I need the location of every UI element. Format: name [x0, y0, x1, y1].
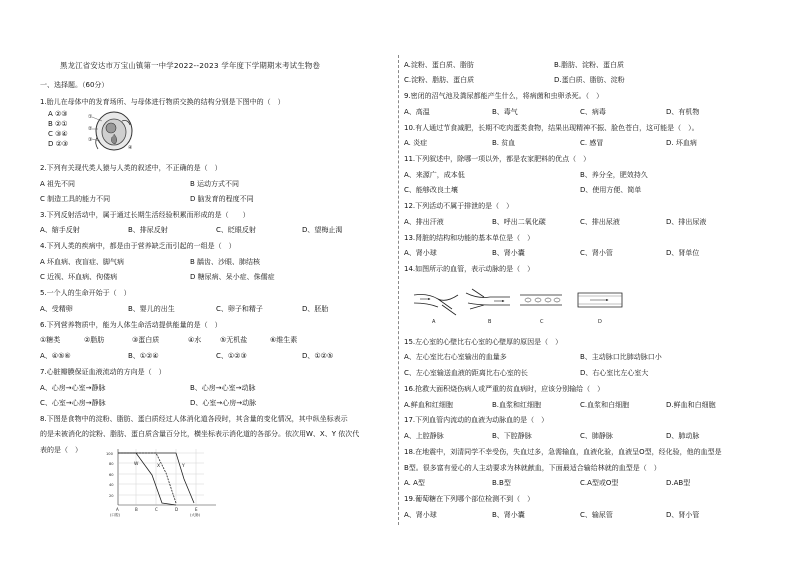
section-heading: 一、选择题。（60分） — [40, 81, 109, 89]
q4-option-b: B 龋齿、沙眼、肺结核 — [190, 258, 261, 266]
q13-option-d: D、肾单位 — [666, 249, 700, 257]
q6-item-5: ⑤无机盐 — [220, 336, 248, 344]
q6-option-a: A、④⑤⑥ — [40, 352, 71, 360]
question-5: 5.一个人的生命开始于（ ） — [40, 289, 131, 297]
q7-option-a: A、心房→心室→静脉 — [40, 384, 106, 392]
q16-option-c: C.血浆和白细胞 — [580, 401, 630, 409]
exam-title: 黑龙江省安达市万宝山镇第一中学2022--2023 学年度下学期期末考试生物卷 — [60, 61, 321, 70]
y-tick-80: 80 — [109, 462, 114, 466]
q9-option-d: D、有机物 — [666, 108, 700, 116]
q18-option-c: C.A型或O型 — [580, 479, 619, 487]
question-8-line-1: 8.下图是食物中的淀粉、脂肪、蛋白质经过人体消化道各段时，其含量的变化情况，其中纵坐标表示 — [40, 415, 348, 423]
x-label-a: A — [116, 507, 119, 512]
question-10: 10.有人通过节食减肥，长期不吃肉蛋类食物，结果出现精神不振、脸色苍白，这可能是（ ）。 — [404, 124, 699, 132]
question-4: 4.下列人类的疾病中，都是由于营养缺乏而引起的一组是（ ） — [40, 242, 236, 250]
q15-option-a: A、左心室比右心室输出的血量多 — [404, 353, 507, 361]
q2-option-d: D 脑发育的程度不同 — [190, 195, 254, 203]
q7-option-c: C、心室→心房→静脉 — [40, 399, 106, 407]
question-8-line-2: 的是未被消化的淀粉、脂肪、蛋白质含量百分比，横坐标表示消化道的各部分。依次用W、X、Y 依次代 — [40, 430, 360, 438]
question-3: 3.下列反射活动中，属于通过长期生活经验积累而形成的是（ ） — [40, 211, 250, 219]
q15-option-c: C、左心室输送血液的距离比右心室的长 — [404, 369, 528, 377]
q4-option-a: A 坏血病、夜盲症、脚气病 — [40, 258, 125, 266]
y-tick-40: 40 — [109, 483, 114, 487]
x-sub-mouth: (口腔) — [110, 513, 120, 517]
y-tick-60: 60 — [109, 473, 114, 477]
q3-option-b: B、排尿反射 — [128, 226, 168, 234]
column-divider — [398, 55, 399, 525]
q8-option-b: B.脂肪、淀粉、蛋白质 — [554, 61, 625, 69]
q15-option-d: D、右心室比左心室大 — [580, 369, 649, 377]
q19-option-b: B、肾小囊 — [492, 511, 525, 519]
question-9: 9.密闭的沼气池及粪尿都能产生什么，将病菌和虫卵杀死。（ ） — [404, 92, 604, 100]
x-label-e: E — [195, 507, 198, 512]
question-7: 7.心脏瓣膜保证血液流动的方向是（ ） — [40, 368, 166, 376]
x-label-c: C — [155, 507, 158, 512]
curve-x — [118, 453, 176, 503]
q16-option-b: B.血浆和红细胞 — [492, 401, 542, 409]
q8-option-c: C.淀粉、脂肪、蛋白质 — [404, 76, 475, 84]
question-19: 19.葡萄糖在下列哪个部位检测不到（ ） — [404, 495, 535, 503]
q3-option-c: C、眨眼反射 — [216, 226, 256, 234]
question-2: 2.下列有关现代类人猿与人类的叙述中，不正确的是（ ） — [40, 164, 222, 172]
q12-option-c: C、排出尿液 — [580, 218, 620, 226]
q16-option-a: A.鲜血和红细胞 — [404, 401, 453, 409]
x-label-d: D — [175, 507, 179, 512]
question-18-line-2: B型。很多富有爱心的人主动要求为林就献血，下面最适合输给林就的血型是（ ） — [404, 464, 661, 472]
q18-option-a: A. A型 — [404, 479, 425, 487]
q3-option-a: A、缩手反射 — [40, 226, 80, 234]
q17-option-d: D、肺动脉 — [666, 432, 700, 440]
q10-option-b: B. 贫血 — [492, 139, 516, 147]
fig-label-1: ① — [88, 114, 93, 120]
q11-option-a: A、来源广，成本低 — [404, 171, 465, 179]
question-15: 15.左心室的心壁比右心室的心壁厚的原因是（ ） — [404, 338, 563, 346]
q4-option-c: C 近视、坏血病、佝偻病 — [40, 273, 118, 281]
q18-option-d: D.AB型 — [666, 479, 691, 487]
q11-option-d: D、使用方便、简单 — [580, 186, 642, 194]
question-13: 13.肾脏的结构和功能的基本单位是（ ） — [404, 234, 535, 242]
q8-option-a: A.淀粉、蛋白质、脂肪 — [404, 61, 474, 69]
fig-label-2: ② — [88, 126, 93, 132]
q9-option-a: A、高温 — [404, 108, 430, 116]
curve-label-w: W — [134, 462, 139, 467]
q19-option-c: C、输尿管 — [580, 511, 613, 519]
q12-option-d: D、排出尿液 — [666, 218, 707, 226]
q19-option-d: D、肾小管 — [666, 511, 700, 519]
q9-option-b: B、毒气 — [492, 108, 518, 116]
q5-option-d: D、胚胎 — [302, 305, 329, 313]
q16-option-d: D.鲜血和白细胞 — [666, 401, 716, 409]
curve-label-x: X — [157, 464, 161, 469]
q19-option-a: A、肾小球 — [404, 511, 437, 519]
q5-option-a: A、受精卵 — [40, 305, 73, 313]
vessel-label-d: D — [598, 319, 602, 325]
q11-option-c: C、能够改良土壤 — [404, 186, 458, 194]
q13-option-c: C、肾小管 — [580, 249, 613, 257]
question-14: 14.如图所示的血管，表示动脉的是（ ） — [404, 265, 535, 273]
fig-label-4: ④ — [128, 145, 133, 151]
x-label-b: B — [135, 507, 138, 512]
vessel-b — [466, 289, 510, 309]
q6-item-3: ③蛋白质 — [132, 336, 160, 344]
q6-item-1: ①糖类 — [40, 336, 61, 344]
curve-label-y: Y — [182, 464, 185, 469]
q13-option-b: B、肾小囊 — [492, 249, 525, 257]
q5-option-c: C、卵子和精子 — [216, 305, 263, 313]
q8-option-d: D.蛋白质、脂肪、淀粉 — [554, 76, 625, 84]
vessel-label-b: B — [488, 319, 492, 325]
q10-option-c: C. 感冒 — [580, 139, 604, 147]
q6-item-6: ⑥维生素 — [270, 336, 298, 344]
blood-vessel-figure — [412, 281, 632, 325]
vessel-label-a: A — [432, 319, 436, 325]
q12-option-a: A、排出汗液 — [404, 218, 444, 226]
vessel-a — [414, 295, 458, 316]
q1-option-c: C ③④ — [48, 130, 68, 138]
q17-option-b: B、下腔静脉 — [492, 432, 532, 440]
q7-option-d: D、心室→心房→动脉 — [190, 399, 257, 407]
question-8-line-3: 表的是（ ） — [40, 446, 82, 454]
q9-option-c: C、病毒 — [580, 108, 606, 116]
y-tick-20: 20 — [109, 494, 114, 498]
q5-option-b: B、婴儿的出生 — [128, 305, 175, 313]
q4-option-d: D 糖尿病、呆小症、侏儒症 — [190, 273, 275, 281]
digestion-chart — [104, 445, 224, 519]
question-17: 17.下列血管内流动的血液为动脉血的是（ ） — [404, 416, 549, 424]
question-12: 12.下列活动不属于排泄的是（ ） — [404, 202, 514, 210]
fetus-uterus-figure — [88, 107, 136, 153]
q12-option-b: B、呼出二氧化碳 — [492, 218, 546, 226]
question-11: 11.下列叙述中，除哪一项以外，都是农家肥料的优点（ ） — [404, 155, 591, 163]
vessel-c — [520, 295, 562, 305]
q15-option-b: B、主动脉口比肺动脉口小 — [580, 353, 662, 361]
question-18-line-1: 18.在地震中，刘清同学不幸受伤，失血过多，急需输血，血液化验，血液呈O型，经化验，他的血型是 — [404, 448, 722, 456]
question-1: 1.胎儿在母体中的发育场所、与母体进行物质交换的结构分别是下图中的（ ） — [40, 98, 285, 106]
q2-option-c: C 制造工具的能力不同 — [40, 195, 111, 203]
fig-label-3: ③ — [88, 137, 93, 143]
question-16: 16.抢救大面积烧伤病人或严重的贫血病时，应该分别输给（ ） — [404, 385, 605, 393]
q10-option-a: A. 炎症 — [404, 139, 428, 147]
q17-option-c: C、肺静脉 — [580, 432, 613, 440]
q1-option-d: D ②③ — [48, 140, 69, 148]
q6-option-b: B、①②④ — [128, 352, 159, 360]
q18-option-b: B.B型 — [492, 479, 511, 487]
question-6: 6.下列营养物质中，能为人体生命活动提供能量的是（ ） — [40, 321, 222, 329]
q2-option-a: A 祖先不同 — [40, 180, 76, 188]
q1-option-b: B ②① — [48, 120, 68, 128]
q17-option-a: A、上腔静脉 — [404, 432, 444, 440]
q6-item-4: ④水 — [188, 336, 202, 344]
x-sub-large-intestine: (大肠) — [190, 513, 200, 517]
q6-option-d: D、①②⑤ — [302, 352, 334, 360]
vessel-d — [578, 293, 622, 307]
q3-option-d: D、望梅止渴 — [302, 226, 343, 234]
q7-option-b: B、心房→心室→动脉 — [190, 384, 256, 392]
q2-option-b: B 运动方式不同 — [190, 180, 240, 188]
q10-option-d: D. 坏血病 — [666, 139, 697, 147]
q11-option-b: B、养分全，肥效持久 — [580, 171, 648, 179]
curve-w — [118, 453, 176, 505]
q13-option-a: A、肾小球 — [404, 249, 437, 257]
y-tick-100: 100 — [106, 452, 113, 456]
vessel-label-c: C — [540, 319, 544, 325]
q6-option-c: C、①②③ — [216, 352, 247, 360]
q1-option-a: A ②③ — [48, 110, 68, 118]
q6-item-2: ②脂肪 — [84, 336, 105, 344]
